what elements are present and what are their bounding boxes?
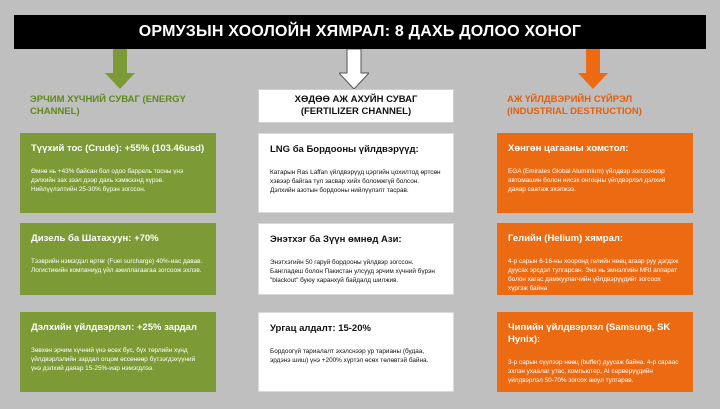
fertilizer-card-harvest	[258, 312, 454, 392]
energy-card-crude	[20, 133, 216, 213]
card-body: 4-р сарын 6-16-ны хооронд гелийн нөөц агаар руу дэгдэж дуусах эрсдэл тулгарсан. Энэ нь эмнэлгийн MRI аппарат болон хагас дамжуулагчийн үйлдвэрүүдийг зогсоох хүргэж байна	[508, 258, 679, 292]
card-body: Энэтхэгийн 50 гаруй бордооны үйлдвэр зогссон. Бангладеш болон Пакистан улсууд эрчим хүчний бүрэн "blackout" буюу харанхуй байдалд шилжив.	[270, 259, 435, 284]
card-title: Энэтхэг ба Зүүн өмнөд Ази:	[270, 234, 402, 245]
card-title: Гелийн (Helium) хямрал:	[508, 233, 624, 244]
column-heading-fertilizer: ХӨДӨӨ АЖ АХУЙН СУВАГ (FERTILIZER CHANNEL)	[258, 89, 454, 123]
page-title: ОРМУЗЫН ХООЛОЙН ХЯМРАЛ: 8 ДАХЬ ДОЛОО ХОНОГ	[14, 15, 706, 49]
card-body: Тээврийн нэмэгдэл өртөг (Fuel surcharge) 40%-иас давав. Логистикийн компаниуд үйл ажиллагаагаа зогсоож эхлэв.	[31, 258, 203, 274]
column-heading-industrial: АЖ ҮЙЛДВЭРИЙН СҮЙРЭЛ (INDUSTRIAL DESTRUCTION)	[507, 94, 642, 117]
energy-card-diesel	[20, 223, 216, 295]
fertilizer-card-asia	[258, 223, 454, 295]
column-heading-energy: ЭРЧИМ ХҮЧНИЙ СУВАГ (ENERGY CHANNEL)	[30, 94, 186, 117]
energy-card-production	[20, 312, 216, 392]
card-body: Зөвхөн эрчим хүчний үнэ өсөх бус, бүх төрлийн хүнд үйлдвэрлэлийн зардал огцом өссөнөөр бүтээгдэхүүний үнэ дэлхий даяар 15-25%-иар нэмэгдлээ.	[31, 347, 196, 372]
industrial-card-helium	[497, 223, 693, 295]
card-body: EGA (Emirates Global Aluminium) үйлдвэр зогссоноор автомашин болон нисэх онгоцны үйлдвэрлэл дэлхий даяар саатаж эхэлжээ.	[508, 168, 666, 193]
card-body: Бордоогүй тариалалт эхэлснээр ур тарианы (будаа, эрдэнэ шиш) үнэ +200% хүртэл өсөх төлөвтэй байна.	[270, 348, 429, 364]
card-body: 3-р сарын сүүлээр нөөц (buffer) дуусаж байна. 4-р сараас эхлэн ухаалаг утас, компьютер, AI серверүүдийн үйлдвэрлэл 50-70% зогсох аюул тулгарав.	[508, 359, 679, 384]
card-title: Чипийн үйлдвэрлэл (Samsung, SK Hynix):	[508, 322, 671, 345]
arrow-down-icon	[105, 49, 135, 89]
card-body: Өмнө нь +43% байсан бол одоо баррель тосны үнэ дэлхийн зах зээл дээр дахь хэмжээнд хүрэв. Нийлүүлэлтийн 25-30% бүрэн зогссон.	[31, 168, 184, 193]
industrial-card-chips	[497, 312, 693, 392]
arrow-down-icon	[578, 49, 608, 89]
industrial-card-aluminium	[497, 133, 693, 213]
card-title: Хөнгөн цагааны хомстол:	[508, 143, 629, 154]
arrow-down-icon	[339, 49, 369, 89]
card-title: LNG ба Бордооны үйлдвэрүүд:	[270, 144, 419, 155]
card-title: Ургац алдалт: 15-20%	[270, 323, 371, 334]
card-title: Дэлхийн үйлдвэрлэл: +25% зардал	[31, 322, 197, 333]
card-body: Катарын Ras Laffan үйлдвэрүүд цэргийн цохилтод өртсөн хэвээр байгаа тул засвар хийх боломжгүй болсон. Дэлхийн азотын бордооны нийлүүлэлт тасрав.	[270, 169, 441, 194]
card-title: Дизель ба Шатахуун: +70%	[31, 233, 159, 244]
card-title: Түүхий тос (Crude): +55% (103.46usd)	[31, 143, 205, 154]
fertilizer-card-lng	[258, 133, 454, 213]
